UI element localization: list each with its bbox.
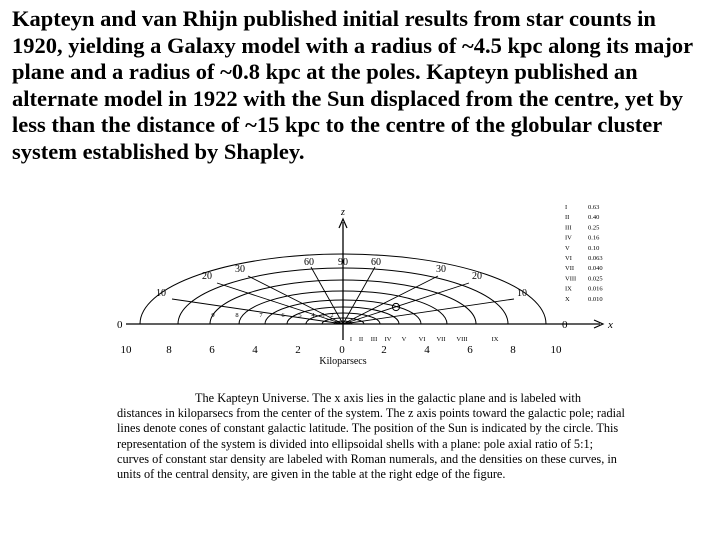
latitude-label-10-right: 10 <box>517 288 527 299</box>
density-table-curve: VI <box>565 255 572 262</box>
latitude-line <box>343 283 469 324</box>
density-table-curve: II <box>565 214 570 222</box>
density-table-curve: I <box>565 204 568 211</box>
density-table-value: 0.025 <box>588 275 603 283</box>
latitude-label-60-left: 60 <box>304 257 314 268</box>
density-table-value: 0.010 <box>588 295 603 303</box>
density-table-curve: X <box>565 295 570 303</box>
shell-roman-label: IX <box>491 336 499 343</box>
shell-roman-label: VI <box>418 336 426 343</box>
x-tick-label: 2 <box>295 344 301 356</box>
shell-roman-label: V <box>401 336 407 343</box>
shell-number-label: 6 <box>281 312 285 319</box>
latitude-label-30-left: 30 <box>235 264 245 275</box>
x-tick-label: 10 <box>550 344 562 356</box>
density-table-curve: IX <box>565 285 572 293</box>
shell-roman-label: IV <box>384 336 392 343</box>
latitude-labels <box>156 257 527 299</box>
density-table-value: 0.63 <box>588 204 600 211</box>
density-table-value: 0.16 <box>588 234 600 242</box>
density-table-curve: III <box>565 224 572 232</box>
x-axis-ticks <box>121 344 563 356</box>
x-tick-label: 8 <box>166 344 172 356</box>
shell-number-label: 8 <box>235 312 239 319</box>
shell-number-label: 2 <box>330 312 334 319</box>
axes <box>117 207 613 340</box>
x-tick-label: 4 <box>424 344 430 356</box>
shell-number-label: 7 <box>259 312 263 319</box>
shell-roman-label: III <box>370 336 378 343</box>
shell-roman-label: II <box>358 336 364 343</box>
x-tick-label: 6 <box>209 344 215 356</box>
latitude-label-10-left: 10 <box>156 288 166 299</box>
shell-number-label: 9 <box>211 312 215 319</box>
density-table <box>565 204 603 303</box>
shell-roman-label: VII <box>436 336 446 343</box>
density-table-curve: VII <box>565 265 575 273</box>
density-table-curve: V <box>565 244 570 252</box>
density-table-value: 0.016 <box>588 285 603 293</box>
x-tick-label: 6 <box>467 344 473 356</box>
x-unit-label: Kiloparsecs <box>319 356 367 367</box>
shell-roman-label: VIII <box>456 336 468 343</box>
density-table-curve: VIII <box>565 275 577 283</box>
plane-latitude-label-right: 0 <box>562 319 568 331</box>
density-table-value: 0.10 <box>588 244 600 252</box>
shell-number-label: 5 <box>298 312 302 319</box>
latitude-label-30-right: 30 <box>436 264 446 275</box>
density-table-curve: IV <box>565 234 572 242</box>
shell-roman-label: I <box>349 336 353 343</box>
figure-caption: The Kapteyn Universe. The x axis lies in the galactic plane and is labeled with distances in kiloparsecs from the center of the system. The z axis points toward the galactic pole; radial lines denote cones of constant galactic latitude. The position of the Sun is indicated by the circle. This representation of the system is divided into ellipsoidal shells with a plane: pole axial ratio of 5:1; curves of constant star density are labeled with Roman numerals, and the densities on these curves, in units of the central density, are given in the table at the right edge of the figure. <box>117 391 625 482</box>
x-tick-label: 2 <box>381 344 387 356</box>
slide-heading: Kapteyn and van Rhijn published initial results from star counts in 1920, yielding a Galaxy model with a radius of ~4.5 kpc along its major plane and a radius of ~0.8 kpc at the poles. Kapteyn published an alternate model in 1922 with the Sun displaced from the centre, yet by less than the distance of ~15 kpc to the centre of the globular cluster system established by Shapley. <box>12 6 693 164</box>
latitude-label-20-right: 20 <box>472 271 482 282</box>
shell-number-label: 3 <box>321 312 325 319</box>
latitude-label-90: 90 <box>338 257 348 268</box>
x-tick-label: 0 <box>339 344 345 356</box>
shell-number-label: 4 <box>311 312 315 319</box>
x-tick-label: 4 <box>252 344 258 356</box>
latitude-label-20-left: 20 <box>202 271 212 282</box>
density-table-value: 0.25 <box>588 224 600 232</box>
x-tick-label: 10 <box>120 344 132 356</box>
latitude-label-60-right: 60 <box>371 257 381 268</box>
density-table-value: 0.063 <box>588 255 603 262</box>
density-table-value: 0.040 <box>588 265 603 273</box>
x-axis-label: x <box>608 319 613 331</box>
density-table-value: 0.40 <box>588 214 600 222</box>
plane-latitude-label-left: 0 <box>117 319 123 331</box>
x-tick-label: 8 <box>510 344 516 356</box>
z-axis-label: z <box>341 207 345 218</box>
shell-roman-labels <box>350 336 499 343</box>
